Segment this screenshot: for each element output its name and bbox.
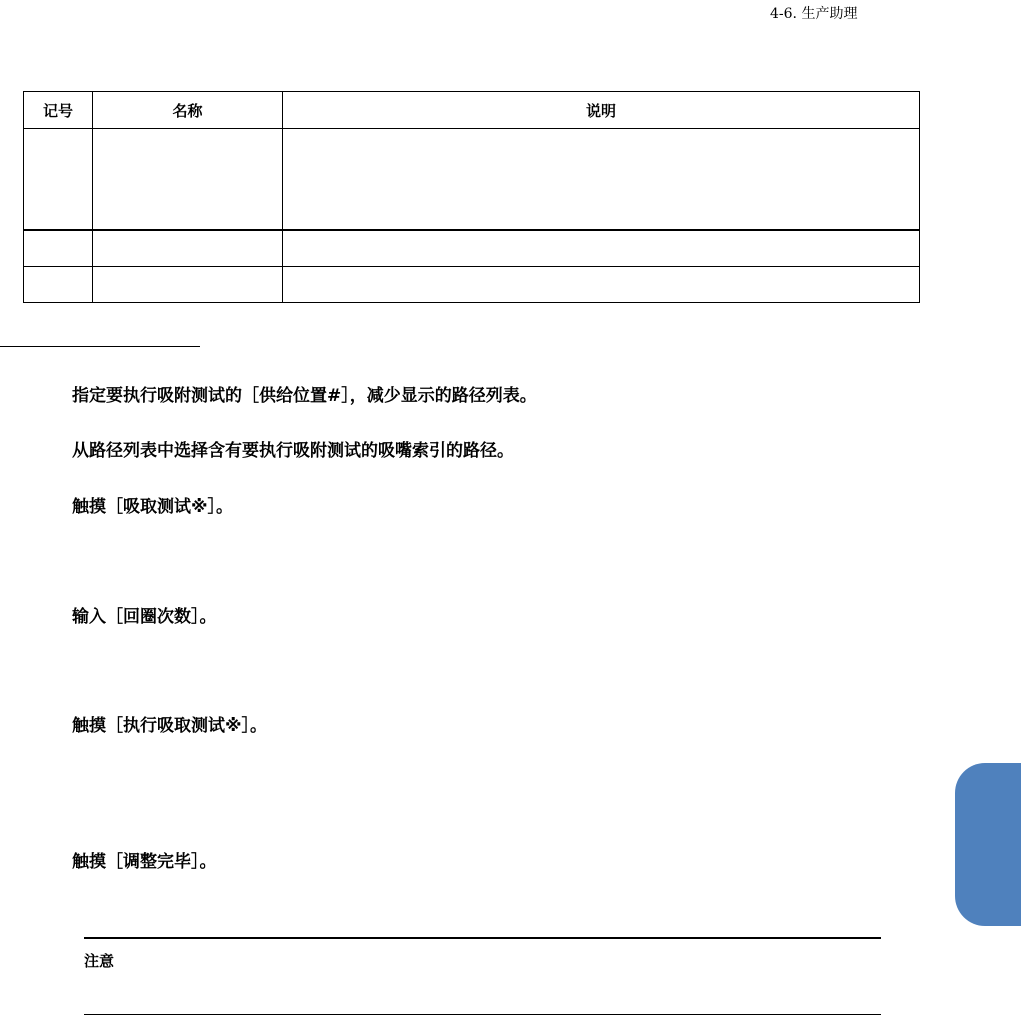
table-cell-description [283, 129, 920, 231]
note-top-rule [84, 937, 881, 939]
table-row [24, 267, 920, 303]
table-row [24, 230, 920, 267]
step-2-text: 从路径列表中选择含有要执行吸附测试的吸嘴索引的路径。 [72, 441, 514, 461]
note-bottom-rule [84, 1014, 881, 1015]
spec-table [23, 91, 920, 303]
chapter-side-tab [955, 763, 1021, 926]
section-divider [0, 346, 200, 347]
column-header-description: 说明 [283, 92, 920, 129]
table-cell-description [283, 230, 920, 267]
table-cell-name [93, 267, 283, 303]
table-cell-symbol [24, 230, 93, 267]
table-cell-symbol [24, 267, 93, 303]
table-cell-symbol [24, 129, 93, 231]
step-1-text: 指定要执行吸附测试的［供给位置#］，减少显示的路径列表。 [72, 386, 537, 406]
section-header-title: 4-6. 生产助理 [770, 6, 858, 22]
column-header-symbol: 记号 [24, 92, 93, 129]
step-4-text: 输入［回圈次数］。 [72, 607, 217, 627]
table-header-row [24, 92, 920, 129]
step-6-text: 触摸［调整完毕］。 [72, 852, 217, 872]
table-row [24, 129, 920, 231]
column-header-name: 名称 [93, 92, 283, 129]
step-3-text: 触摸［吸取测试※］。 [72, 497, 234, 517]
table-cell-name [93, 129, 283, 231]
note-label: 注意 [84, 952, 115, 970]
step-5-text: 触摸［执行吸取测试※］。 [72, 716, 268, 736]
table-cell-name [93, 230, 283, 267]
table-cell-description [283, 267, 920, 303]
